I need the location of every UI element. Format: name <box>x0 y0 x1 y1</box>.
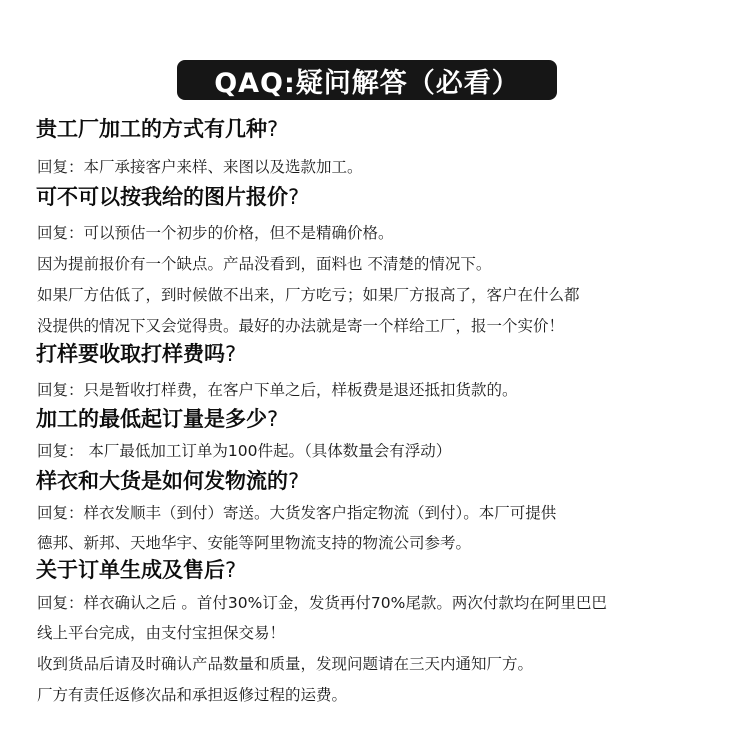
question-4-text: 加工的最低起订量是多少 <box>36 407 267 431</box>
answer-line: 德邦、新邦、天地华宇、安能等阿里物流支持的物流公司参考。 <box>37 534 472 552</box>
title-banner <box>177 60 557 100</box>
question-mark: ? <box>267 117 279 141</box>
question-mark: ? <box>225 558 237 582</box>
page-title: QAQ:疑问解答（必看） <box>214 67 520 99</box>
answer-line: 因为提前报价有一个缺点。产品没看到，面料也 不清楚的情况下。 <box>37 255 492 273</box>
question-5 <box>36 465 299 495</box>
answer-line: 线上平台完成，由支付宝担保交易！ <box>37 624 286 642</box>
answer-line: 回复：本厂承接客户来样、来图以及选款加工。 <box>37 158 363 176</box>
question-mark: ? <box>288 469 300 493</box>
question-5-text: 样衣和大货是如何发物流的 <box>36 469 288 493</box>
question-3 <box>36 338 236 368</box>
answer-line: 没提供的情况下又会觉得贵。最好的办法就是寄一个样给工厂，报一个实价！ <box>37 317 565 335</box>
answer-line: 如果厂方估低了，到时候做不出来，厂方吃亏；如果厂方报高了，客户在什么都 <box>37 286 580 304</box>
answer-line: 收到货品后请及时确认产品数量和质量，发现问题请在三天内通知厂方。 <box>37 655 534 673</box>
question-6 <box>36 554 236 584</box>
question-6-text: 关于订单生成及售后 <box>36 558 225 582</box>
question-4 <box>36 403 278 433</box>
question-2 <box>36 181 299 211</box>
question-mark: ? <box>225 342 237 366</box>
answer-line: 回复：样衣发顺丰（到付）寄送。大货发客户指定物流（到付）。本厂可提供 <box>37 504 557 522</box>
answer-line: 回复：样衣确认之后 。首付30%订金，发货再付70%尾款。两次付款均在阿里巴巴 <box>37 594 607 612</box>
answer-line: 回复：可以预估一个初步的价格，但不是精确价格。 <box>37 224 394 242</box>
answer-line: 厂方有责任返修次品和承担返修过程的运费。 <box>37 686 348 704</box>
question-mark: ? <box>267 407 279 431</box>
question-mark: ? <box>288 185 300 209</box>
question-1-text: 贵工厂加工的方式有几种 <box>36 117 267 141</box>
answer-line: 回复：只是暂收打样费，在客户下单之后，样板费是退还抵扣货款的。 <box>37 381 518 399</box>
question-3-text: 打样要收取打样费吗 <box>36 342 225 366</box>
question-1 <box>36 113 278 143</box>
answer-line: 回复： 本厂最低加工订单为100件起。（具体数量会有浮动） <box>37 442 452 460</box>
question-2-text: 可不可以按我给的图片报价 <box>36 185 288 209</box>
